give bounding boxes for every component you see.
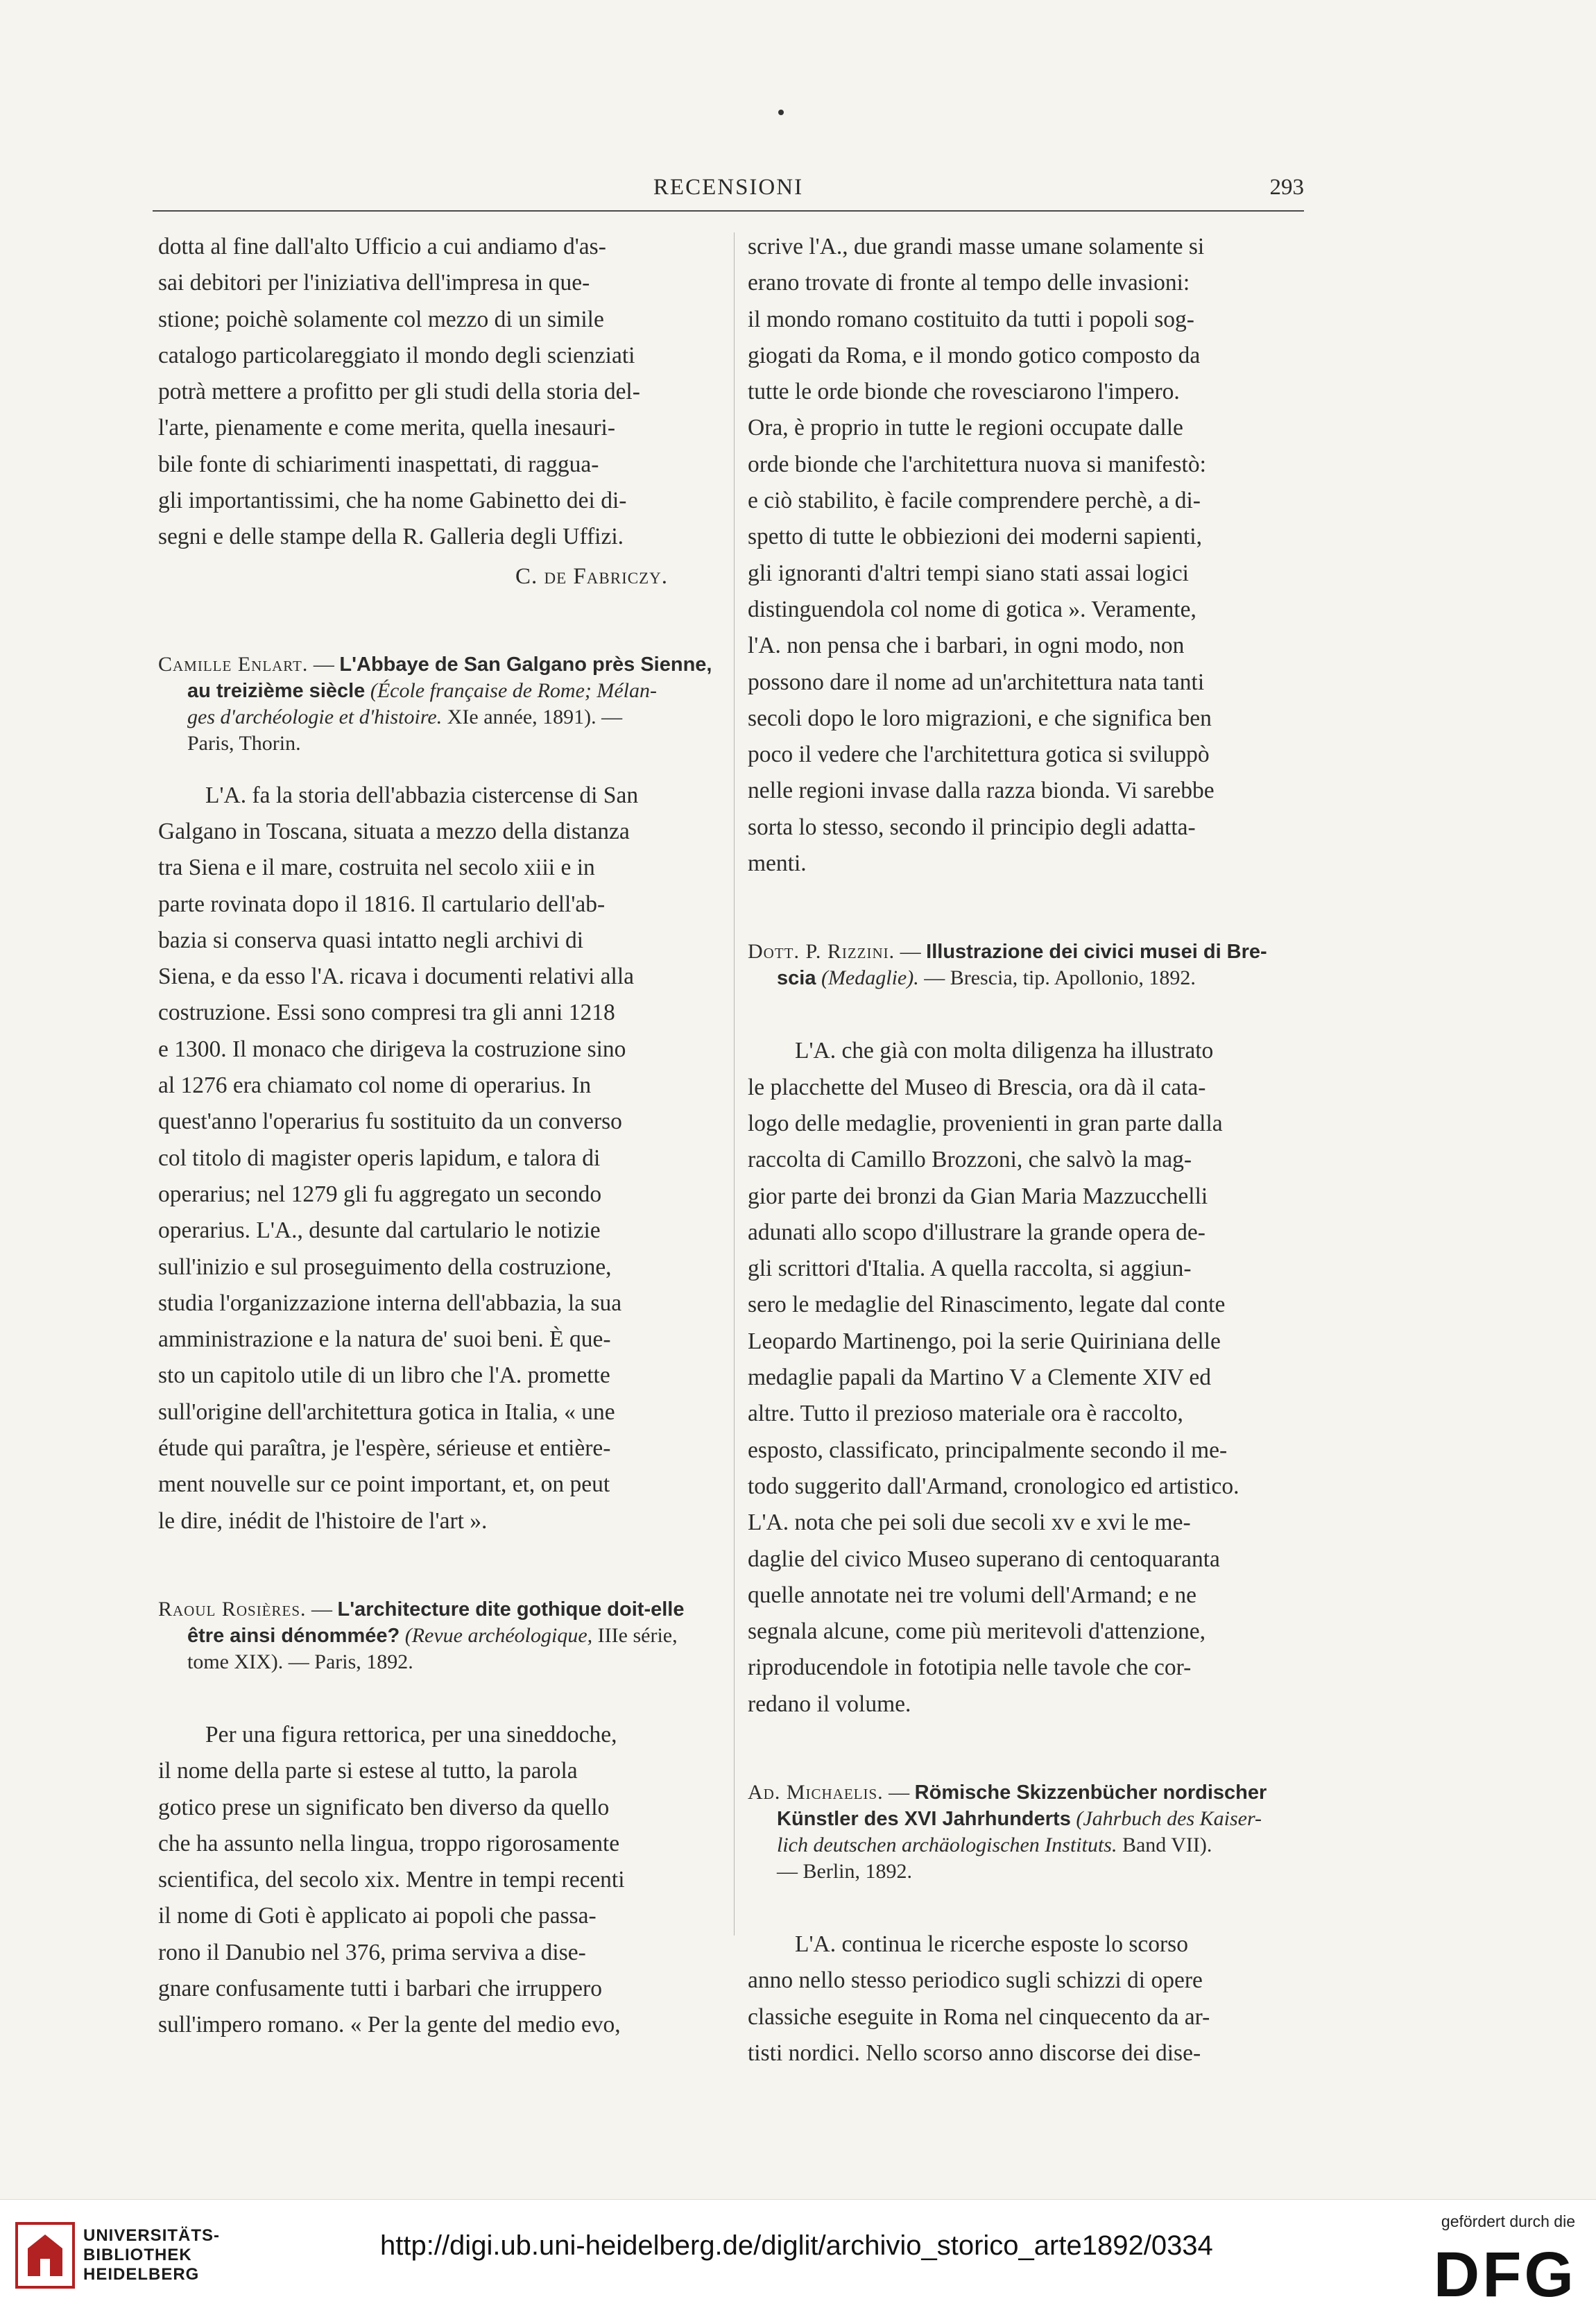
text-line: catalogo particolareggiato il mondo degli scienziati <box>158 342 635 368</box>
text-line: secoli dopo le loro migrazioni, e che significa ben <box>748 705 1212 731</box>
library-name <box>83 2226 220 2284</box>
text-line: distinguendola col nome di gotica ». Veramente, <box>748 596 1196 622</box>
entry-source: (Revue archéologique, <box>404 1623 593 1647</box>
text-line: il mondo romano costituito da tutti i popoli sog- <box>748 306 1194 332</box>
text-line: l'arte, pienamente e come merita, quella inesauri- <box>158 415 615 441</box>
entry-title: être ainsi dénommée? <box>187 1624 400 1647</box>
entry-author: Ad. Michaelis. <box>748 1780 884 1804</box>
entry-source: ges d'archéologie et d'histoire. <box>187 705 443 728</box>
entry-author: Raoul Rosières. <box>158 1597 307 1621</box>
entry-details: Band VII). <box>1122 1833 1212 1856</box>
text-line: sull'inizio e sul proseguimento della costruzione, <box>158 1254 612 1280</box>
permalink[interactable]: http://digi.ub.uni-heidelberg.de/diglit/archivio_storico_arte1892/0334 <box>380 2230 1213 2261</box>
entry-details: tome XIX). — Paris, 1892. <box>187 1650 413 1673</box>
entry-source: (Medaglie). <box>821 966 919 990</box>
left-column <box>158 229 717 2044</box>
text-line: poco il vedere che l'architettura gotica si sviluppò <box>748 742 1210 768</box>
text-line: possono dare il nome ad un'architettura nata tanti <box>748 669 1205 695</box>
text-line: redano il volume. <box>748 1691 911 1717</box>
digitization-footer <box>0 2199 1596 2324</box>
bibliographic-entry: Raoul Rosières. — L'architecture dite gothique doit-elle être ainsi dénommée? (Revue archéologique, IIIe série, tome XIX). — Paris, 1892. <box>158 1596 717 1675</box>
text-line: dotta al fine dall'alto Ufficio a cui andiamo d'as- <box>158 234 606 259</box>
entry-title: Römische Skizzenbücher nordischer <box>914 1781 1267 1804</box>
text-line: il nome di Goti è applicato ai popoli che passa- <box>158 1903 597 1929</box>
text-line: erano trovate di fronte al tempo delle invasioni: <box>748 270 1190 296</box>
paragraph <box>158 778 717 1539</box>
text-line: tutte le orde bionde che rovesciarono l'impero. <box>748 379 1180 405</box>
text-line: bazia si conserva quasi intatto negli archivi di <box>158 927 584 953</box>
entry-title: L'Abbaye de San Galgano près Sienne, <box>339 653 712 676</box>
header-rule <box>153 210 1304 212</box>
entry-title: L'architecture dite gothique doit-elle <box>337 1598 685 1621</box>
university-seal-icon <box>14 2221 76 2290</box>
text-line: esposto, classificato, principalmente secondo il me- <box>748 1437 1228 1463</box>
text-line: sto un capitolo utile di un libro che l'A. promette <box>158 1362 610 1389</box>
text-line: sero le medaglie del Rinascimento, legate dal conte <box>748 1292 1226 1318</box>
text-line: quelle annotate nei tre volumi dell'Armand; e ne <box>748 1582 1196 1608</box>
paragraph <box>158 1717 717 2044</box>
entry-source: lich deutschen archäologischen Instituts. <box>777 1833 1117 1856</box>
entry-title: scia <box>777 967 816 990</box>
text-line: Per una figura rettorica, per una sineddoche, <box>205 1721 617 1748</box>
text-line: tisti nordici. Nello scorso anno discorse dei dise- <box>748 2040 1201 2066</box>
text-line: menti. <box>748 851 807 877</box>
text-line: e 1300. Il monaco che dirigeva la costruzione sino <box>158 1036 626 1062</box>
entry-source: (Jahrbuch des Kaiser- <box>1076 1806 1262 1830</box>
text-line: anno nello stesso periodico sugli schizzi di opere <box>748 1967 1203 1994</box>
text-line: potrà mettere a profitto per gli studi della storia del- <box>158 379 640 405</box>
text-line: étude qui paraîtra, je l'espère, sérieuse et entière- <box>158 1435 611 1462</box>
text-line: al 1276 era chiamato col nome di operarius. In <box>158 1073 592 1099</box>
text-line: medaglie papali da Martino V a Clemente XIV ed <box>748 1365 1211 1391</box>
entry-details: Paris, Thorin. <box>187 731 301 755</box>
text-line: daglie del civico Museo superano di centoquaranta <box>748 1546 1220 1572</box>
text-line: orde bionde che l'architettura nuova si manifestò: <box>748 451 1206 477</box>
text-line: sai debitori per l'iniziativa dell'impresa in que- <box>158 270 590 296</box>
text-line: giogati da Roma, e il mondo gotico composto da <box>748 342 1201 368</box>
text-line: Galgano in Toscana, situata a mezzo della distanza <box>158 818 630 844</box>
entry-details: — Berlin, 1892. <box>777 1859 912 1883</box>
text-line: L'A. che già con molta diligenza ha illustrato <box>795 1038 1214 1064</box>
text-line: altre. Tutto il prezioso materiale ora è raccolto, <box>748 1401 1183 1427</box>
text-line: bile fonte di schiarimenti inaspettati, di ragguа- <box>158 451 599 477</box>
text-line: stione; poichè solamente col mezzo di un simile <box>158 306 604 332</box>
text-line: Leopardo Martinengo, poi la serie Quiriniana delle <box>748 1328 1221 1354</box>
library-name-line: HEIDELBERG <box>83 2265 200 2284</box>
ink-mark <box>778 110 784 115</box>
text-line: scientifica, del secolo xix. Mentre in tempi recenti <box>158 1867 625 1893</box>
text-line: parte rovinata dopo il 1816. Il cartulario dell'ab- <box>158 891 606 917</box>
text-line: Ora, è proprio in tutte le regioni occupate dalle <box>748 415 1183 441</box>
text-line: spetto di tutte le obbiezioni dei moderni sapienti, <box>748 524 1202 550</box>
text-line: gior parte dei bronzi da Gian Maria Mazzucchelli <box>748 1183 1208 1209</box>
entry-source: (École française de Rome; Mélan- <box>370 678 658 702</box>
text-line: e ciò stabilito, è facile comprendere perchè, a di- <box>748 488 1201 514</box>
text-line: costruzione. Essi sono compresi tra gli anni 1218 <box>158 1000 615 1026</box>
text-line: sorta lo stesso, secondo il principio degli adatta- <box>748 814 1196 840</box>
funding-label: gefördert durch die <box>1441 2212 1575 2230</box>
paragraph <box>748 1926 1306 2071</box>
entry-details: XIe année, 1891). — <box>447 705 623 728</box>
text-line: todo suggerito dall'Armand, cronologico ed artistico. <box>748 1473 1239 1499</box>
text-line: ment nouvelle sur ce point important, et, on peut <box>158 1471 610 1498</box>
text-line: gli ignoranti d'altri tempi siano stati assai logici <box>748 560 1189 586</box>
entry-author: Camille Enlart. <box>158 652 309 676</box>
text-line: amministrazione e la natura de' suoi beni. È que- <box>158 1326 611 1353</box>
entry-details: IIIe série, <box>597 1623 678 1647</box>
text-line: operarius; nel 1279 gli fu aggregato un secondo <box>158 1181 602 1207</box>
text-line: L'A. fa la storia dell'abbazia cistercense di San <box>205 782 639 808</box>
text-line: l'A. non pensa che i barbari, in ogni modo, non <box>748 633 1185 659</box>
library-name-line: BIBLIOTHEK <box>83 2246 192 2264</box>
bibliographic-entry: Camille Enlart. — L'Abbaye de San Galgano près Sienne, au treizième siècle (École française de Rome; Mélan- ges d'archéologie et d'histoire. XIe année, 1891). — Paris, Thorin. <box>158 651 717 757</box>
text-line: riproducendole in fototipia nelle tavole che cor- <box>748 1655 1192 1681</box>
text-line: raccolta di Camillo Brozzoni, che salvò la mag- <box>748 1147 1192 1173</box>
text-line: tra Siena e il mare, costruita nel secolo xiii e in <box>158 855 595 881</box>
text-line: classiche eseguite in Roma nel cinquecento da ar- <box>748 2003 1210 2030</box>
library-name-line: UNIVERSITÄTS- <box>83 2226 221 2245</box>
text-line: Siena, e da esso l'A. ricava i documenti relativi alla <box>158 964 635 990</box>
text-line: scrive l'A., due grandi masse umane solamente si <box>748 234 1205 259</box>
right-column <box>748 229 1306 2071</box>
text-line: le placchette del Museo di Brescia, ora dà il cata- <box>748 1074 1206 1100</box>
text-line: gli scrittori d'Italia. A quella raccolta, si aggiun- <box>748 1256 1192 1282</box>
paragraph <box>748 229 1306 882</box>
text-line: le dire, inédit de l'histoire de l'art ». <box>158 1507 488 1534</box>
running-title: RECENSIONI <box>653 175 804 200</box>
text-line: che ha assunto nella lingua, troppo rigorosamente <box>158 1830 620 1856</box>
bibliographic-entry: Ad. Michaelis. — Römische Skizzenbücher nordischer Künstler des XVI Jahrhunderts (Jahrbuch des Kaiser- lich deutschen archäologischen Instituts. Band VII). — Berlin, 1892. <box>748 1779 1306 1885</box>
text-line: gli importantissimi, che ha nome Gabinetto dei di- <box>158 488 627 514</box>
text-line: sull'impero romano. « Per la gente del medio evo, <box>158 2012 621 2038</box>
text-line: gotico prese un significato ben diverso da quello <box>158 1794 610 1820</box>
entry-author: Dott. P. Rizzini. <box>748 940 895 964</box>
text-line: adunati allo scopo d'illustrare la grande opera de- <box>748 1219 1205 1245</box>
text-line: quest'anno l'operarius fu sostituito da un converso <box>158 1109 622 1135</box>
column-divider <box>734 232 735 1936</box>
entry-title: au treizième siècle <box>187 679 366 702</box>
text-line: col titolo di magister operis lapidum, e talora di <box>158 1145 601 1171</box>
text-line: nelle regioni invase dalla razza bionda. Vi sarebbe <box>748 778 1215 804</box>
text-line: sull'origine dell'architettura gotica in Italia, « une <box>158 1399 615 1425</box>
entry-title: Illustrazione dei civici musei di Bre- <box>926 941 1267 964</box>
page-header <box>153 175 1304 203</box>
text-line: rono il Danubio nel 376, prima serviva a dise- <box>158 1939 586 1965</box>
text-line: segnala alcune, come più meritevoli d'attenzione, <box>748 1618 1205 1645</box>
entry-title: Künstler des XVI Jahrhunderts <box>777 1807 1071 1830</box>
dfg-logo: DFG <box>1433 2239 1577 2310</box>
text-line: operarius. L'A., desunte dal cartulario le notizie <box>158 1217 601 1244</box>
paragraph <box>158 229 717 556</box>
paragraph <box>748 1033 1306 1723</box>
text-line: gnare confusamente tutti i barbari che irruppero <box>158 1975 602 2001</box>
text-line: L'A. continua le ricerche esposte lo scorso <box>795 1931 1188 1957</box>
review-signature: C. de Fabriczy. <box>515 563 668 589</box>
text-line: il nome della parte si estese al tutto, la parola <box>158 1758 578 1784</box>
text-line: logo delle medaglie, provenienti in gran parte dalla <box>748 1110 1223 1136</box>
page-number: 293 <box>1269 175 1304 200</box>
text-line: segni e delle stampe della R. Galleria degli Uffizi. <box>158 524 624 550</box>
bibliographic-entry: Dott. P. Rizzini. — Illustrazione dei civici musei di Bre- scia (Medaglie). — Brescia, tip. Apollonio, 1892. <box>748 940 1267 990</box>
text-line: studia l'organizzazione interna dell'abbazia, la sua <box>158 1290 622 1316</box>
text-line: L'A. nota che pei soli due secoli xv e xvi le me- <box>748 1510 1191 1536</box>
entry-details: — Brescia, tip. Apollonio, 1892. <box>924 966 1196 990</box>
